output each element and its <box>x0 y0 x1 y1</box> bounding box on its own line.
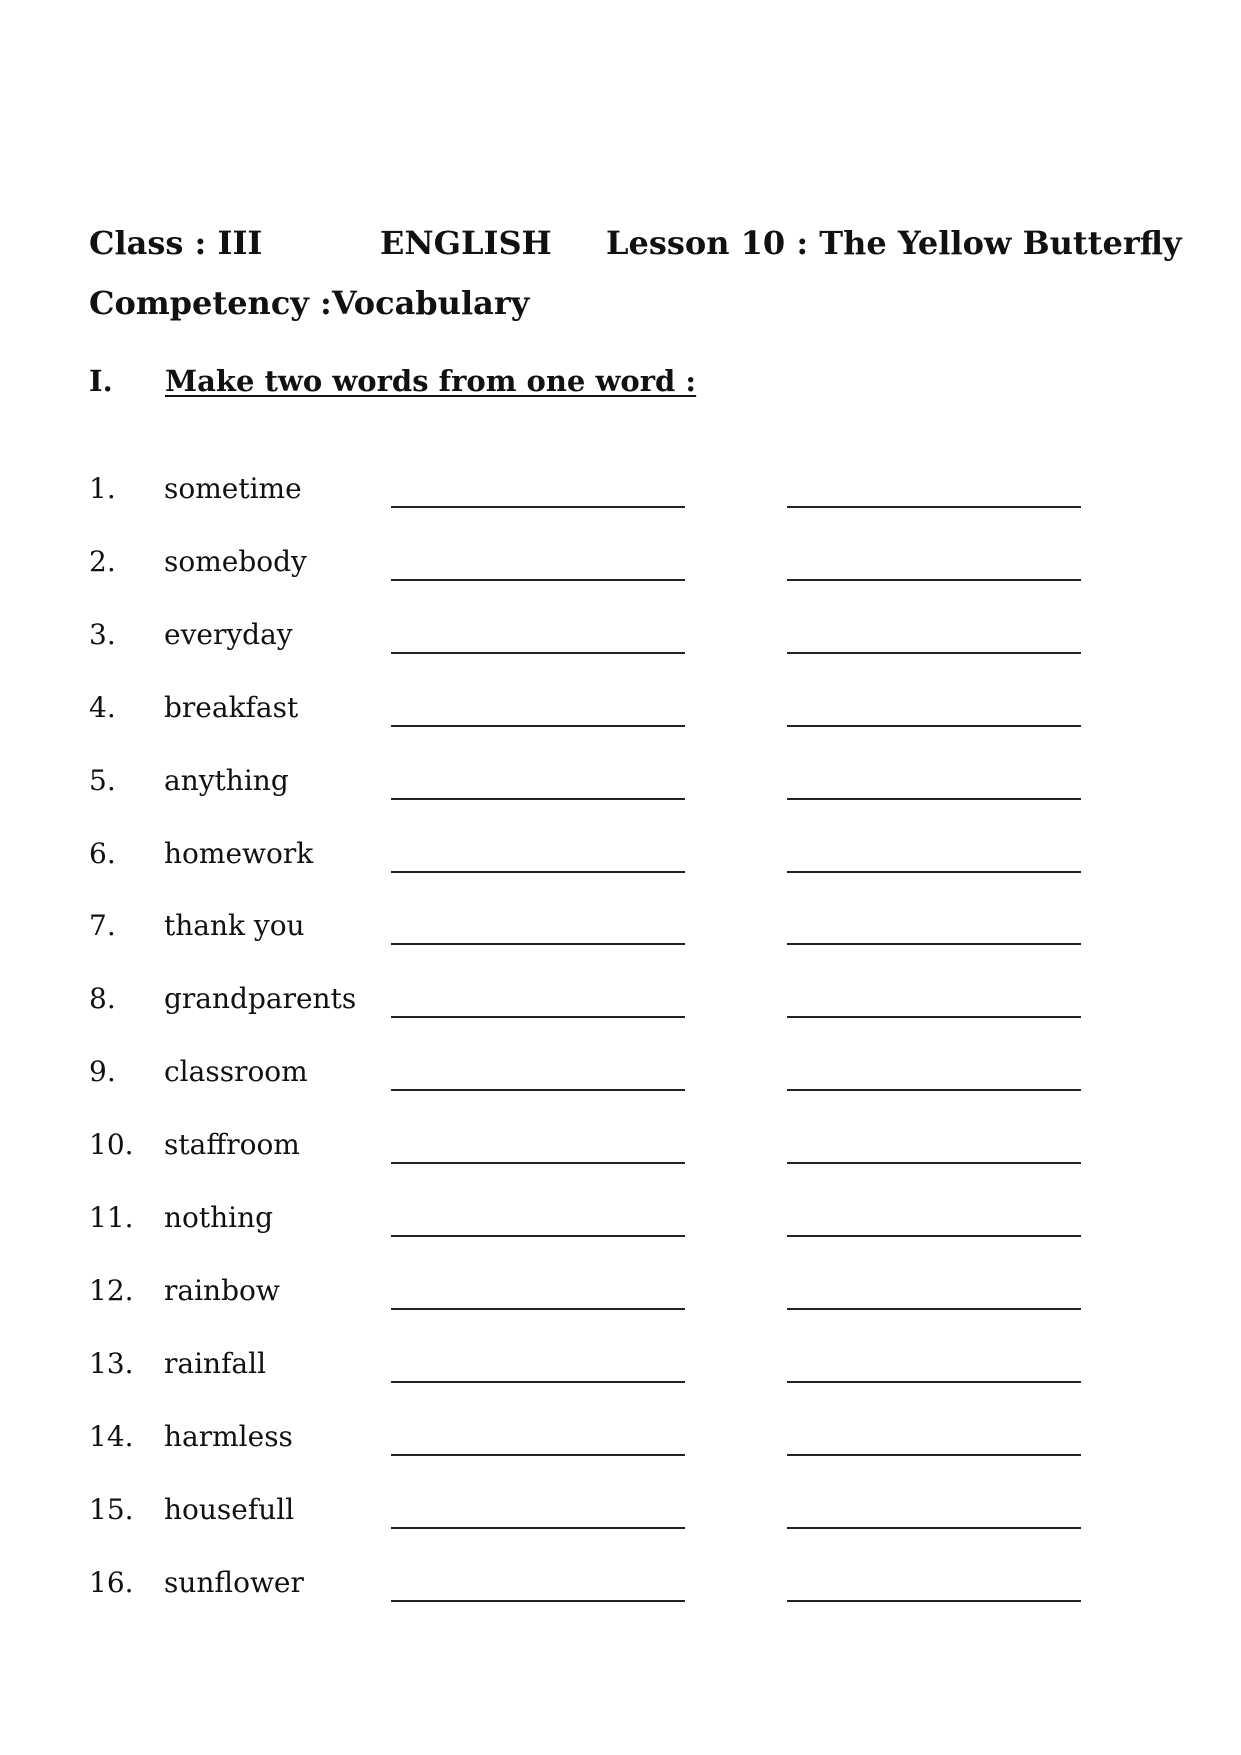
list-item <box>0 1420 1241 1470</box>
answer-blank-2[interactable] <box>787 798 1081 800</box>
item-number: 1. <box>89 472 116 505</box>
answer-blank-1[interactable] <box>391 871 685 873</box>
item-word: sometime <box>164 472 302 505</box>
item-word: classroom <box>164 1055 308 1089</box>
answer-blank-1[interactable] <box>391 1162 685 1164</box>
item-number: 4. <box>89 690 116 724</box>
answer-blank-1[interactable] <box>391 579 685 581</box>
item-word: somebody <box>164 544 307 578</box>
item-word: breakfast <box>164 690 299 724</box>
answer-blank-1[interactable] <box>391 798 685 800</box>
item-number: 8. <box>89 982 116 1016</box>
item-number: 15. <box>89 1492 134 1526</box>
list-item <box>0 1274 1241 1324</box>
list-item <box>0 764 1241 814</box>
answer-blank-1[interactable] <box>391 1527 685 1529</box>
answer-blank-1[interactable] <box>391 943 685 945</box>
item-word: harmless <box>164 1419 293 1453</box>
answer-blank-2[interactable] <box>787 1089 1081 1091</box>
list-item <box>0 909 1241 959</box>
item-word: staffroom <box>164 1128 300 1162</box>
list-item <box>0 1128 1241 1178</box>
answer-blank-2[interactable] <box>787 652 1081 654</box>
item-number: 2. <box>89 544 116 578</box>
subject-label: ENGLISH <box>380 224 552 262</box>
answer-blank-2[interactable] <box>787 1527 1081 1529</box>
answer-blank-2[interactable] <box>787 1454 1081 1456</box>
item-word: homework <box>164 836 314 870</box>
list-item <box>0 982 1241 1032</box>
answer-blank-1[interactable] <box>391 506 685 508</box>
answer-blank-1[interactable] <box>391 652 685 654</box>
item-word: housefull <box>164 1492 295 1526</box>
item-word: thank you <box>164 909 305 943</box>
item-word: sunflower <box>164 1565 304 1599</box>
item-number: 3. <box>89 617 116 651</box>
item-word: rainbow <box>164 1273 280 1307</box>
class-label: Class : III <box>89 224 263 262</box>
item-number: 7. <box>89 909 116 943</box>
answer-blank-1[interactable] <box>391 1454 685 1456</box>
answer-blank-1[interactable] <box>391 1308 685 1310</box>
answer-blank-1[interactable] <box>391 1600 685 1602</box>
answer-blank-2[interactable] <box>787 506 1081 508</box>
list-item <box>0 1566 1241 1616</box>
answer-blank-2[interactable] <box>787 725 1081 727</box>
item-word: rainfall <box>164 1346 267 1380</box>
list-item <box>0 837 1241 887</box>
item-number: 6. <box>89 836 116 870</box>
item-number: 9. <box>89 1055 116 1089</box>
section-instruction: Make two words from one word : <box>165 364 697 398</box>
answer-blank-2[interactable] <box>787 1381 1081 1383</box>
item-number: 11. <box>89 1201 134 1234</box>
item-word: grandparents <box>164 982 357 1016</box>
answer-blank-2[interactable] <box>787 1308 1081 1310</box>
answer-blank-1[interactable] <box>391 1089 685 1091</box>
item-number: 5. <box>89 763 116 797</box>
list-item <box>0 1055 1241 1105</box>
item-word: nothing <box>164 1201 274 1234</box>
lesson-title: Lesson 10 : The Yellow Butterfly <box>606 224 1182 262</box>
item-number: 10. <box>89 1128 134 1162</box>
answer-blank-1[interactable] <box>391 1381 685 1383</box>
list-item <box>0 1201 1241 1251</box>
answer-blank-2[interactable] <box>787 1162 1081 1164</box>
answer-blank-2[interactable] <box>787 1235 1081 1237</box>
answer-blank-2[interactable] <box>787 1600 1081 1602</box>
item-word: everyday <box>164 617 293 651</box>
item-number: 13. <box>89 1346 134 1380</box>
item-number: 16. <box>89 1565 134 1599</box>
list-item <box>0 472 1241 522</box>
list-item <box>0 691 1241 741</box>
answer-blank-2[interactable] <box>787 1016 1081 1018</box>
list-item <box>0 1493 1241 1543</box>
item-word: anything <box>164 763 289 797</box>
list-item <box>0 1347 1241 1397</box>
item-number: 14. <box>89 1419 134 1453</box>
answer-blank-2[interactable] <box>787 871 1081 873</box>
answer-blank-1[interactable] <box>391 1235 685 1237</box>
list-item <box>0 545 1241 595</box>
answer-blank-1[interactable] <box>391 1016 685 1018</box>
answer-blank-2[interactable] <box>787 943 1081 945</box>
answer-blank-2[interactable] <box>787 579 1081 581</box>
section-number: I. <box>89 364 113 398</box>
item-number: 12. <box>89 1273 134 1307</box>
list-item <box>0 618 1241 668</box>
competency-label: Competency :Vocabulary <box>89 284 530 322</box>
answer-blank-1[interactable] <box>391 725 685 727</box>
